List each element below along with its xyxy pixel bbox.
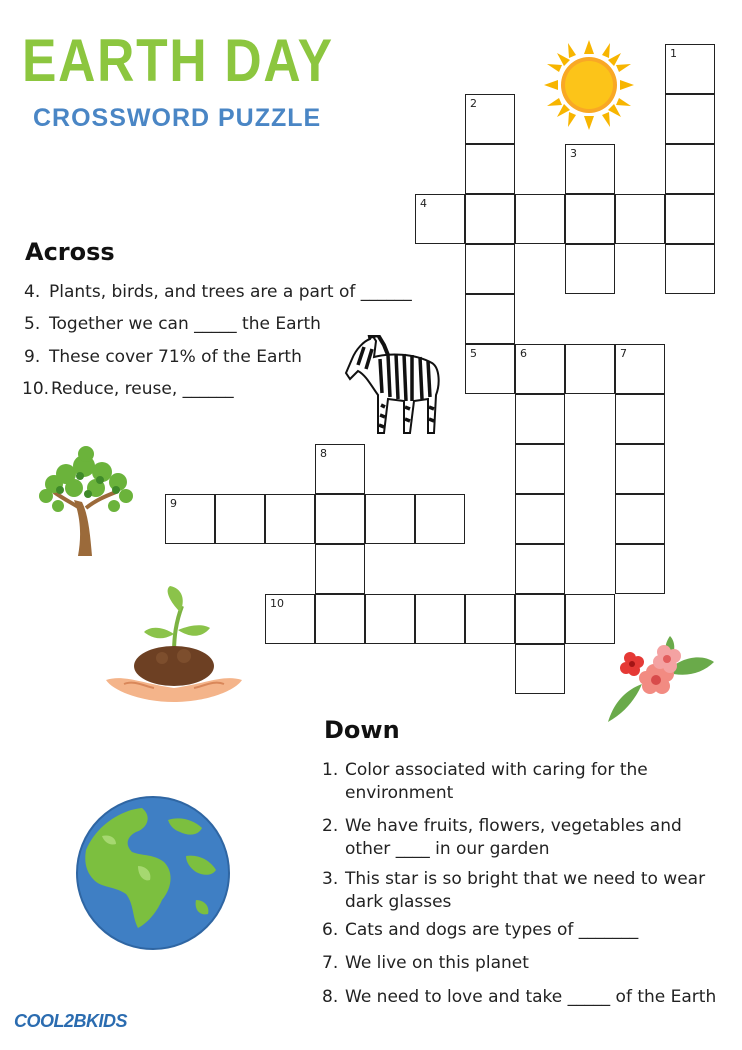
cell-number: 6 xyxy=(520,347,527,360)
crossword-cell[interactable] xyxy=(665,44,715,94)
crossword-cell[interactable] xyxy=(365,494,415,544)
clue-text: We live on this planet xyxy=(345,953,529,973)
crossword-cell[interactable] xyxy=(315,594,365,644)
crossword-cell[interactable] xyxy=(515,344,565,394)
crossword-cell[interactable] xyxy=(565,144,615,194)
crossword-cell[interactable] xyxy=(415,494,465,544)
crossword-cell[interactable] xyxy=(565,194,615,244)
clue-text: These cover 71% of the Earth xyxy=(49,347,302,367)
clue-number: 6. xyxy=(322,920,339,940)
down-clue-2 xyxy=(322,815,682,861)
zebra-icon xyxy=(344,335,444,439)
cell-number: 7 xyxy=(620,347,627,360)
crossword-cell[interactable] xyxy=(415,594,465,644)
clue-text: We need to love and take _____ of the Earth xyxy=(345,987,717,1007)
cell-number: 8 xyxy=(320,447,327,460)
cell-number: 5 xyxy=(470,347,477,360)
crossword-cell[interactable] xyxy=(515,394,565,444)
cell-number: 3 xyxy=(570,147,577,160)
clue-text-cont: environment xyxy=(345,783,454,803)
clue-text: Plants, birds, and trees are a part of ______ xyxy=(49,282,412,302)
crossword-cell[interactable] xyxy=(665,94,715,144)
crossword-cell[interactable] xyxy=(615,544,665,594)
crossword-cell[interactable] xyxy=(615,494,665,544)
clue-text: Cats and dogs are types of _______ xyxy=(345,920,639,940)
clue-number: 4. xyxy=(24,282,41,302)
clue-text: Color associated with caring for the xyxy=(345,760,648,780)
across-clue-5 xyxy=(24,313,321,336)
crossword-cell[interactable] xyxy=(415,194,465,244)
crossword-cell[interactable] xyxy=(265,494,315,544)
cell-number: 2 xyxy=(470,97,477,110)
crossword-cell[interactable] xyxy=(515,594,565,644)
clue-text: We have fruits, flowers, vegetables and xyxy=(345,816,682,836)
crossword-cell[interactable] xyxy=(365,594,415,644)
crossword-cell[interactable] xyxy=(565,344,615,394)
crossword-cell[interactable] xyxy=(515,644,565,694)
crossword-cell[interactable] xyxy=(615,394,665,444)
crossword-cell[interactable] xyxy=(465,244,515,294)
across-clue-4 xyxy=(24,281,412,304)
sprout-hands-icon xyxy=(104,584,244,706)
clue-text-cont: other ____ in our garden xyxy=(345,839,550,859)
crossword-cell[interactable] xyxy=(615,444,665,494)
across-heading: Across xyxy=(25,238,115,266)
clue-text-cont: dark glasses xyxy=(345,892,452,912)
down-clue-8 xyxy=(322,986,716,1009)
crossword-cell[interactable] xyxy=(215,494,265,544)
across-clue-9 xyxy=(24,346,302,369)
brand-logo: COOL2BKIDS xyxy=(14,1011,128,1031)
page-title: EARTH DAY xyxy=(22,27,334,94)
across-clue-10 xyxy=(22,378,234,401)
clue-number: 1. xyxy=(322,760,339,780)
crossword-cell[interactable] xyxy=(315,444,365,494)
crossword-cell[interactable] xyxy=(615,344,665,394)
crossword-cell[interactable] xyxy=(315,494,365,544)
crossword-cell[interactable] xyxy=(165,494,215,544)
crossword-cell[interactable] xyxy=(465,94,515,144)
crossword-cell[interactable] xyxy=(565,594,615,644)
crossword-cell[interactable] xyxy=(465,344,515,394)
down-clue-7 xyxy=(322,952,529,975)
crossword-cell[interactable] xyxy=(515,194,565,244)
crossword-cell[interactable] xyxy=(515,494,565,544)
cell-number: 10 xyxy=(270,597,284,610)
crossword-cell[interactable] xyxy=(265,594,315,644)
down-clue-3 xyxy=(322,868,705,914)
crossword-cell[interactable] xyxy=(615,194,665,244)
down-heading: Down xyxy=(324,716,400,744)
clue-number: 8. xyxy=(322,987,339,1007)
crossword-cell[interactable] xyxy=(515,544,565,594)
crossword-cell[interactable] xyxy=(565,244,615,294)
down-clue-1 xyxy=(322,759,648,805)
clue-number: 3. xyxy=(322,869,339,889)
crossword-cell[interactable] xyxy=(465,194,515,244)
clue-text: Together we can _____ the Earth xyxy=(49,314,321,334)
crossword-cell[interactable] xyxy=(665,194,715,244)
down-clue-6 xyxy=(322,919,638,942)
crossword-cell[interactable] xyxy=(465,594,515,644)
crossword-cell[interactable] xyxy=(315,544,365,594)
clue-number: 10. xyxy=(22,379,50,399)
crossword-cell[interactable] xyxy=(515,444,565,494)
crossword-cell[interactable] xyxy=(465,144,515,194)
cell-number: 1 xyxy=(670,47,677,60)
clue-text: Reduce, reuse, ______ xyxy=(51,379,234,399)
globe-icon xyxy=(76,796,230,950)
clue-number: 5. xyxy=(24,314,41,334)
clue-number: 7. xyxy=(322,953,339,973)
sun-icon xyxy=(544,40,634,130)
page-subtitle: CROSSWORD PUZZLE xyxy=(33,104,322,132)
cell-number: 4 xyxy=(420,197,427,210)
cell-number: 9 xyxy=(170,497,177,510)
clue-number: 9. xyxy=(24,347,41,367)
clue-text: This star is so bright that we need to wear xyxy=(345,869,706,889)
flower-icon xyxy=(606,632,716,724)
crossword-cell[interactable] xyxy=(665,244,715,294)
crossword-cell[interactable] xyxy=(665,144,715,194)
crossword-cell[interactable] xyxy=(465,294,515,344)
tree-icon xyxy=(30,444,140,556)
clue-number: 2. xyxy=(322,816,339,836)
